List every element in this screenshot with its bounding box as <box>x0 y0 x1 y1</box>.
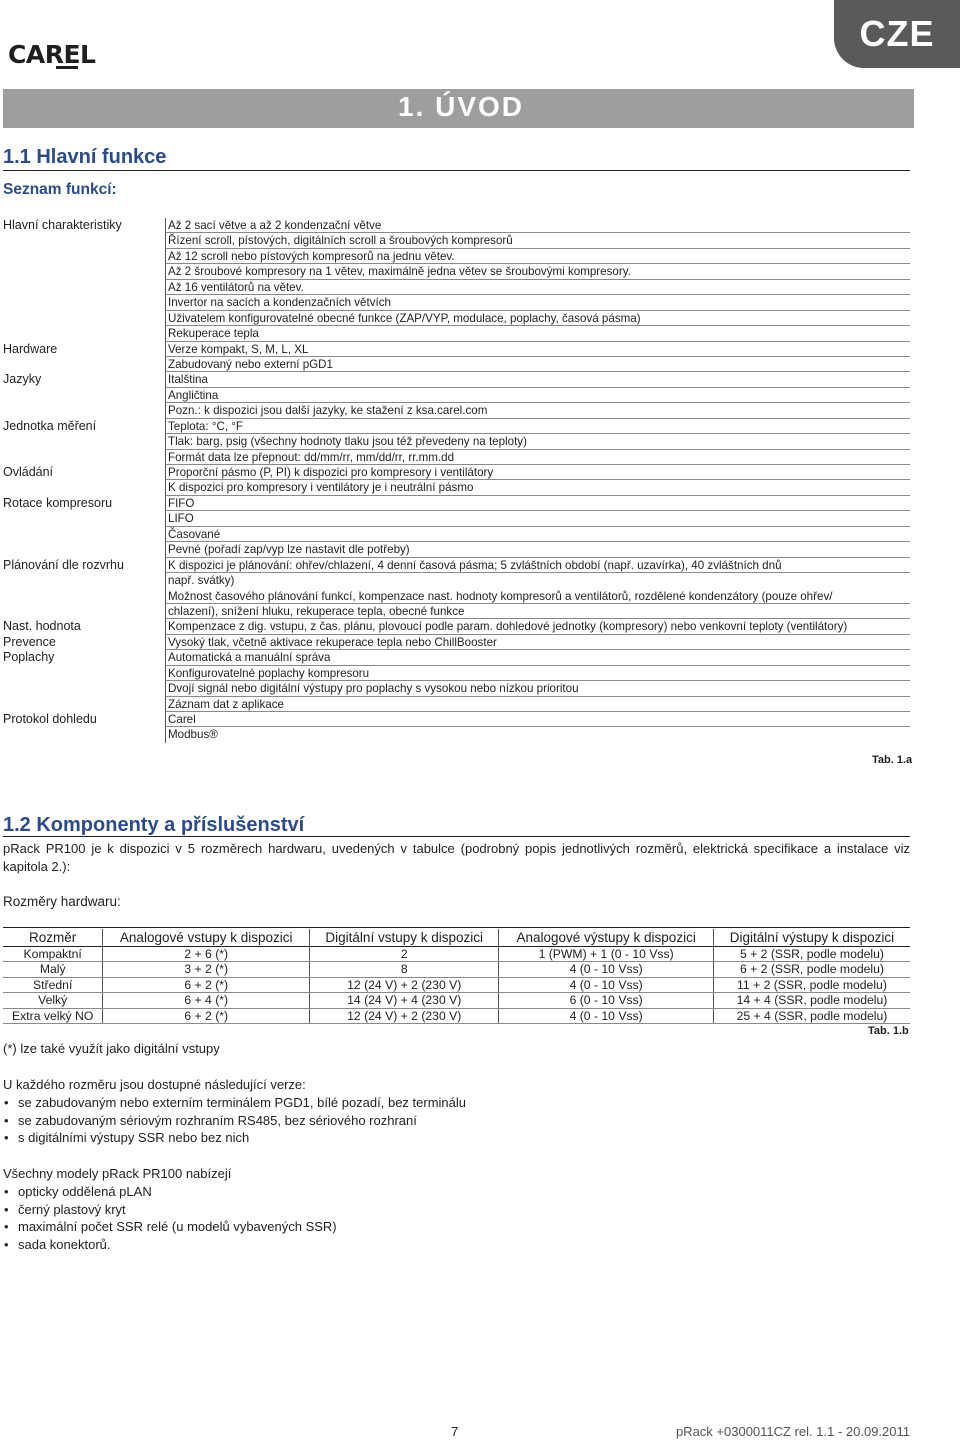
table-cell: 3 + 2 (*) <box>103 962 310 978</box>
column-header: Digitální výstupy k dispozici <box>713 929 910 946</box>
feature-category: Ovládání <box>3 465 54 479</box>
feature-row <box>3 542 910 557</box>
feature-value: Proporční pásmo (P, PI) k dispozici pro kompresory i ventilátory <box>165 465 910 480</box>
feature-row <box>3 712 910 727</box>
feature-value: Až 12 scroll nebo pístových kompresorů na jednu větev. <box>165 249 910 264</box>
models-block <box>3 1165 337 1254</box>
feature-category <box>3 326 165 341</box>
feature-category <box>3 511 165 526</box>
feature-row <box>3 233 910 248</box>
feature-row <box>3 280 910 295</box>
versions-list <box>3 1094 466 1147</box>
feature-row <box>3 295 910 310</box>
table-cell: 12 (24 V) + 2 (230 V) <box>310 977 499 993</box>
hardware-table-header <box>3 929 910 946</box>
feature-value: Až 16 ventilátorů na větev. <box>165 280 910 295</box>
feature-row <box>3 619 910 634</box>
feature-row <box>3 650 910 665</box>
feature-category <box>3 280 165 295</box>
feature-value: Až 2 šroubové kompresory na 1 větev, maximálně jedna větev se šroubovými kompresory. <box>165 264 910 279</box>
feature-value: Časované <box>165 527 910 542</box>
table-cell: 12 (24 V) + 2 (230 V) <box>310 1008 499 1024</box>
feature-value: Invertor na sacích a kondenzačních větvích <box>165 295 910 310</box>
feature-row <box>3 311 910 326</box>
feature-category <box>3 403 165 418</box>
feature-category <box>3 388 165 403</box>
column-header: Digitální vstupy k dispozici <box>310 929 499 946</box>
list-item: • sada konektorů. <box>3 1236 337 1254</box>
table-cell: 2 + 6 (*) <box>103 946 310 962</box>
table-cell: 1 (PWM) + 1 (0 - 10 Vss) <box>499 946 714 962</box>
feature-row <box>3 342 910 357</box>
table-cell: 25 + 4 (SSR, podle modelu) <box>713 1008 910 1024</box>
feature-row <box>3 450 910 465</box>
feature-value: Vysoký tlak, včetně aktivace rekuperace tepla nebo ChillBooster <box>165 635 910 650</box>
feature-row <box>3 558 910 573</box>
feature-row <box>3 635 910 650</box>
feature-value: K dispozici je plánování: ohřev/chlazení, 4 denní časová pásma; 5 zvláštních období (např. uzavírka), 40 zvláštních dnů <box>165 558 910 573</box>
table-cell: 6 + 2 (*) <box>103 977 310 993</box>
feature-value: chlazení), snížení hluku, rekuperace tepla, obecné funkce <box>165 604 910 619</box>
feature-category <box>3 450 165 465</box>
section-title-main-functions: 1.1 Hlavní funkce <box>3 146 167 168</box>
table-row <box>3 1008 910 1024</box>
feature-category: Protokol dohledu <box>3 712 97 726</box>
list-item: • se zabudovaným sériovým rozhraním RS485, bez sériového rozhraní <box>3 1112 466 1130</box>
table-cell: 14 + 4 (SSR, podle modelu) <box>713 993 910 1009</box>
list-item: • opticky oddělená pLAN <box>3 1183 337 1201</box>
feature-row <box>3 419 910 434</box>
table-cell: 6 + 4 (*) <box>103 993 310 1009</box>
feature-row <box>3 326 910 341</box>
feature-value: Možnost časového plánování funkcí, kompenzace nast. hodnoty kompresorů a ventilátorů, rozdělené kondenzátory (pouze ohřev/ <box>165 589 910 604</box>
hardware-sizes-subtitle: Rozměry hardwaru: <box>3 894 121 909</box>
table-cell: Extra velký NO <box>3 1008 103 1024</box>
feature-category: Rotace kompresoru <box>3 495 113 510</box>
table-cell: 2 <box>310 946 499 962</box>
feature-row <box>3 388 910 403</box>
feature-category <box>3 311 165 326</box>
feature-category: Poplachy <box>3 650 55 665</box>
feature-value: Kompenzace z dig. vstupu, z čas. plánu, plovoucí podle param. dohledové jednotky (kompresory) nebo venkovní teploty (ventilátory) <box>165 619 910 634</box>
column-header: Analogové výstupy k dispozici <box>499 929 714 946</box>
table-row <box>3 946 910 962</box>
table-cell: 6 + 2 (*) <box>103 1008 310 1024</box>
feature-value: Dvojí signál nebo digitální výstupy pro poplachy s vysokou nebo nízkou prioritou <box>165 681 910 696</box>
feature-category <box>3 697 165 712</box>
feature-category: Jazyky <box>3 372 42 387</box>
table-caption-a: Tab. 1.a <box>872 754 913 766</box>
table-cell: 11 + 2 (SSR, podle modelu) <box>713 977 910 993</box>
feature-value: Konfigurovatelné poplachy kompresoru <box>165 666 910 681</box>
versions-intro: U každého rozměru jsou dostupné následující verze: <box>3 1077 306 1092</box>
feature-value: Rekuperace tepla <box>165 326 910 341</box>
feature-value: Verze kompakt, S, M, L, XL <box>165 342 910 357</box>
feature-category <box>3 249 165 264</box>
feature-category <box>3 357 165 372</box>
feature-category <box>3 573 165 588</box>
feature-category <box>3 295 165 310</box>
table-cell: Kompaktní <box>3 946 103 962</box>
page-number: 7 <box>451 1424 459 1439</box>
feature-row <box>3 480 910 495</box>
list-item: • se zabudovaným nebo externím terminálem PGD1, bílé pozadí, bez terminálu <box>3 1094 466 1112</box>
list-item: • černý plastový kryt <box>3 1201 337 1219</box>
table-cell: 4 (0 - 10 Vss) <box>499 977 714 993</box>
feature-category <box>3 542 165 557</box>
feature-row <box>3 589 910 604</box>
feature-category: Hlavní charakteristiky <box>3 218 122 232</box>
section-rule <box>3 836 910 837</box>
feature-value: Pozn.: k dispozici jsou další jazyky, ke stažení z ksa.carel.com <box>165 403 910 418</box>
components-intro: pRack PR100 je k dispozici v 5 rozměrech hardwaru, uvedených v tabulce (podrobný popis jednotlivých rozměrů, elektrická specifikace a instalace viz kapitola 2.): <box>3 841 910 874</box>
feature-row <box>3 681 910 696</box>
feature-row <box>3 573 910 588</box>
feature-value: Automatická a manuální správa <box>165 650 910 665</box>
carel-logo: CAREL <box>8 40 96 69</box>
feature-value: Zabudovaný nebo externí pGD1 <box>165 357 910 372</box>
feature-value: Tlak: barg, psig (všechny hodnoty tlaku jsou též převedeny na teploty) <box>165 434 910 449</box>
table-cell: 8 <box>310 962 499 978</box>
feature-category <box>3 527 165 542</box>
feature-value: Modbus® <box>165 727 910 742</box>
feature-row <box>3 496 910 511</box>
feature-row <box>3 666 910 681</box>
feature-value: Pevné (pořadí zap/vyp lze nastavit dle potřeby) <box>165 542 910 557</box>
table-cell: Střední <box>3 977 103 993</box>
feature-row <box>3 372 910 387</box>
feature-value: Teplota: °C, °F <box>165 419 910 434</box>
feature-value: Angličtina <box>165 388 910 403</box>
table-row <box>3 962 910 978</box>
feature-value: FIFO <box>165 496 910 511</box>
table-row <box>3 977 910 993</box>
feature-category: Plánování dle rozvrhu <box>3 557 124 572</box>
document-reference: pRack +0300011CZ rel. 1.1 - 20.09.2011 <box>675 1424 910 1439</box>
table-cell: Malý <box>3 962 103 978</box>
models-list <box>3 1183 337 1254</box>
column-header: Analogové vstupy k dispozici <box>103 929 310 946</box>
features-table <box>3 218 910 743</box>
feature-category <box>3 666 165 681</box>
table-cell: 4 (0 - 10 Vss) <box>499 962 714 978</box>
feature-row <box>3 264 910 279</box>
feature-category <box>3 480 165 495</box>
hardware-table <box>3 929 910 1024</box>
feature-category <box>3 264 165 279</box>
feature-row <box>3 604 910 619</box>
language-tab: CZE <box>834 0 960 68</box>
table-cell: 5 + 2 (SSR, podle modelu) <box>713 946 910 962</box>
feature-category <box>3 604 165 619</box>
feature-value: Záznam dat z aplikace <box>165 697 910 712</box>
feature-row <box>3 218 910 233</box>
feature-value: Italština <box>165 372 910 387</box>
feature-value: Řízení scroll, pístových, digitálních scroll a šroubových kompresorů <box>165 233 910 248</box>
feature-value: K dispozici pro kompresory i ventilátory je i neutrální pásmo <box>165 480 910 495</box>
feature-list-subtitle: Seznam funkcí: <box>3 181 117 198</box>
footnote: (*) lze také využít jako digitální vstupy <box>3 1041 220 1056</box>
section-rule <box>3 170 910 171</box>
feature-category: Hardware <box>3 341 58 356</box>
feature-row <box>3 357 910 372</box>
table-row <box>3 993 910 1009</box>
feature-category <box>3 233 165 248</box>
column-header: Rozměr <box>3 929 103 946</box>
table-top-rule <box>3 927 910 928</box>
chapter-title: 1. ÚVOD <box>398 91 525 122</box>
feature-value: LIFO <box>165 511 910 526</box>
feature-category <box>3 434 165 449</box>
feature-row <box>3 511 910 526</box>
feature-row <box>3 249 910 264</box>
feature-row <box>3 403 910 418</box>
feature-row <box>3 527 910 542</box>
models-intro: Všechny modely pRack PR100 nabízejí <box>3 1166 232 1181</box>
feature-row <box>3 697 910 712</box>
feature-category: Jednotka měření <box>3 418 97 433</box>
logo-underline <box>56 66 78 69</box>
table-cell: 14 (24 V) + 4 (230 V) <box>310 993 499 1009</box>
feature-row <box>3 434 910 449</box>
versions-block <box>3 1076 466 1147</box>
table-cell: 4 (0 - 10 Vss) <box>499 1008 714 1024</box>
feature-category <box>3 727 165 742</box>
feature-value: Až 2 sací větve a až 2 kondenzační větve <box>165 218 910 233</box>
feature-category <box>3 589 165 604</box>
feature-category <box>3 681 165 696</box>
table-cell: 6 + 2 (SSR, podle modelu) <box>713 962 910 978</box>
feature-value: např. svátky) <box>165 573 910 588</box>
feature-category: Nast. hodnota <box>3 619 81 634</box>
feature-row <box>3 727 910 742</box>
feature-value: Formát data lze přepnout: dd/mm/rr, mm/dd/rr, rr.mm.dd <box>165 450 910 465</box>
table-cell: 6 (0 - 10 Vss) <box>499 993 714 1009</box>
section-title-components: 1.2 Komponenty a příslušenství <box>3 814 305 836</box>
table-caption-b: Tab. 1.b <box>868 1025 909 1037</box>
table-cell: Velký <box>3 993 103 1009</box>
feature-category: Prevence <box>3 634 56 649</box>
feature-value: Uživatelem konfigurovatelné obecné funkce (ZAP/VYP, modulace, poplachy, časová pásma) <box>165 311 910 326</box>
list-item: • s digitálními výstupy SSR nebo bez nich <box>3 1129 466 1147</box>
feature-row <box>3 465 910 480</box>
list-item: • maximální počet SSR relé (u modelů vybavených SSR) <box>3 1218 337 1236</box>
feature-value: Carel <box>165 712 910 727</box>
